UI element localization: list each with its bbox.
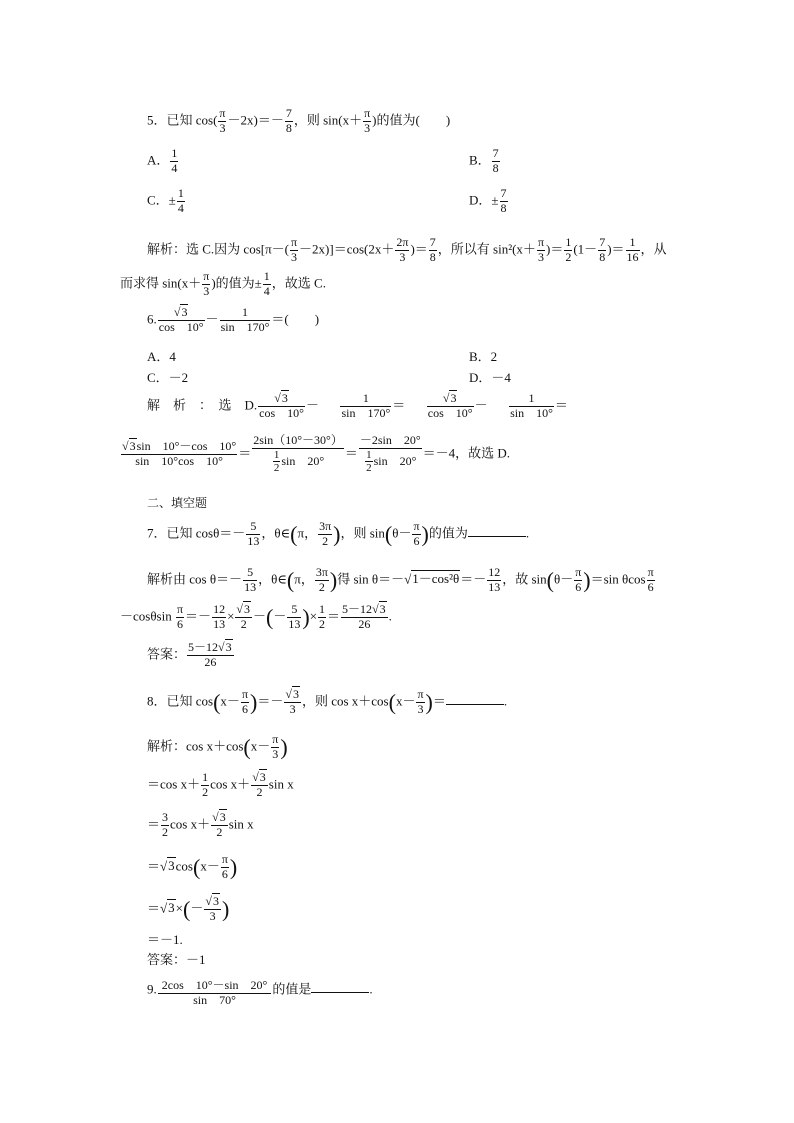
q8-stem: 8．已知 cos(x－ $\frac{\pi}{6}$ )＝－ $\frac{√3}{3}$ ，则 cos x＋cos(x－ $\frac{\pi}{3}$ )＝ . bbox=[147, 687, 508, 716]
q6-option-d: D．－4 bbox=[469, 370, 511, 385]
q6-option-b: B．2 bbox=[469, 349, 498, 364]
q6-analysis-line1: 解 析 ： 选 D. $\frac{√3}{\cos 10^\circ}$ － $\frac{1}{\sin 170^\circ}$ ＝ $\frac{√3}{\cos 10^\circ}$ － $\frac{1}{\sin 10^\circ}$ ＝ bbox=[147, 391, 568, 420]
q7-answer-blank bbox=[468, 525, 526, 537]
q5-stem: 5．已知 cos( $\frac{\pi}{3}$ －2x)＝－ $\frac{7}{8}$ ，则 sin(x＋ $\frac{\pi}{3}$ )的值为( ) bbox=[147, 106, 451, 135]
q6-stem: 6. $\frac{√3}{\cos 10^\circ}$ － $\frac{1}{\sin 170^\circ}$ ＝( ) bbox=[147, 305, 320, 334]
q9-answer-blank bbox=[311, 981, 369, 993]
section-title: 二、填空题 bbox=[147, 496, 208, 510]
q6-option-c: C．－2 bbox=[147, 370, 189, 385]
q8-step5: ＝－1. bbox=[147, 932, 183, 947]
q8-step4: ＝√3×(－ $\frac{√3}{3}$ ) bbox=[147, 894, 230, 923]
q5-analysis-line1: 解析：选 C.因为 cos[π－( $\frac{\pi}{3}$ －2x)]＝cos(2x＋ $\frac{2\pi}{3}$ )＝ $\frac{7}{8}$ ，所以有 sin²(x＋ $\frac{\pi}{3}$ )＝ $\frac{1}{2}$ (1－ $\frac{7}{8}$ )＝ $\frac{1}{16}$ ，从 bbox=[147, 235, 667, 264]
q8-answer-blank bbox=[446, 693, 504, 705]
q7-stem: 7．已知 cosθ＝－ $\frac{5}{13}$ ，θ∈(π， $\frac{3\pi}{2}$ )，则 sin(θ－ $\frac{\pi}{6}$ )的值为 . bbox=[147, 519, 530, 548]
q8-step2: ＝ $\frac{3}{2}$ cos x＋ $\frac{√3}{2}$ sin x bbox=[147, 810, 254, 839]
q8-step1: ＝cos x＋ $\frac{1}{2}$ cos x＋ $\frac{√3}{2}$ sin x bbox=[147, 770, 294, 799]
q8-answer: 答案：－1 bbox=[147, 952, 206, 967]
q5-analysis-line2: 而求得 sin(x＋ $\frac{\pi}{3}$ )的值为± $\frac{1}{4}$ ，故选 C. bbox=[120, 269, 326, 298]
q8-step3: ＝√3cos(x－ $\frac{\pi}{6}$ ) bbox=[147, 852, 238, 881]
q5-option-a: A． $\frac{1}{4}$ bbox=[147, 146, 178, 175]
q6-analysis-line2: $\frac{√3\sin 10^\circ-\cos 10^\circ}{\sin 10^\circ\cos 10^\circ}$ ＝ 2sin（10°－30°） $\frac{1}{2}$ sin 20° ＝ －2sin 20° $\frac{1}{2}$ sin 20° ＝－4，故选 D. bbox=[122, 433, 511, 475]
q9-stem: 9. $\frac{2\cos 10^\circ-\sin 20^\circ}{\sin 70^\circ}$ 的值是 . bbox=[147, 978, 373, 1007]
q6-option-a: A．4 bbox=[147, 349, 176, 364]
q7-analysis-line2: －cosθsin $\frac{\pi}{6}$ ＝－ $\frac{12}{13}$ × $\frac{√3}{2}$ －(－ $\frac{5}{13}$ )× $\frac{1}{2}$ ＝ $\frac{5-12√3}{26}$ . bbox=[120, 602, 392, 631]
q7-answer: 答案： $\frac{5-12√3}{26}$ bbox=[147, 640, 232, 669]
q8-analysis-label: 解析：cos x＋cos(x－ $\frac{\pi}{3}$ ) bbox=[147, 732, 288, 761]
q5-option-b: B． $\frac{7}{8}$ bbox=[469, 146, 499, 175]
q7-analysis-line1: 解析由 cos θ＝－ $\frac{5}{13}$ ，θ∈(π， $\frac{3\pi}{2}$ )得 sin θ＝－√1－cos²θ＝－ $\frac{12}{13}$ ，故 sin(θ－ $\frac{\pi}{6}$ )＝sin θcos $\frac{\pi}{6}$ bbox=[147, 565, 654, 594]
q5-option-d: D．± $\frac{7}{8}$ bbox=[469, 186, 507, 215]
q5-option-c: C．± $\frac{1}{4}$ bbox=[147, 186, 184, 215]
